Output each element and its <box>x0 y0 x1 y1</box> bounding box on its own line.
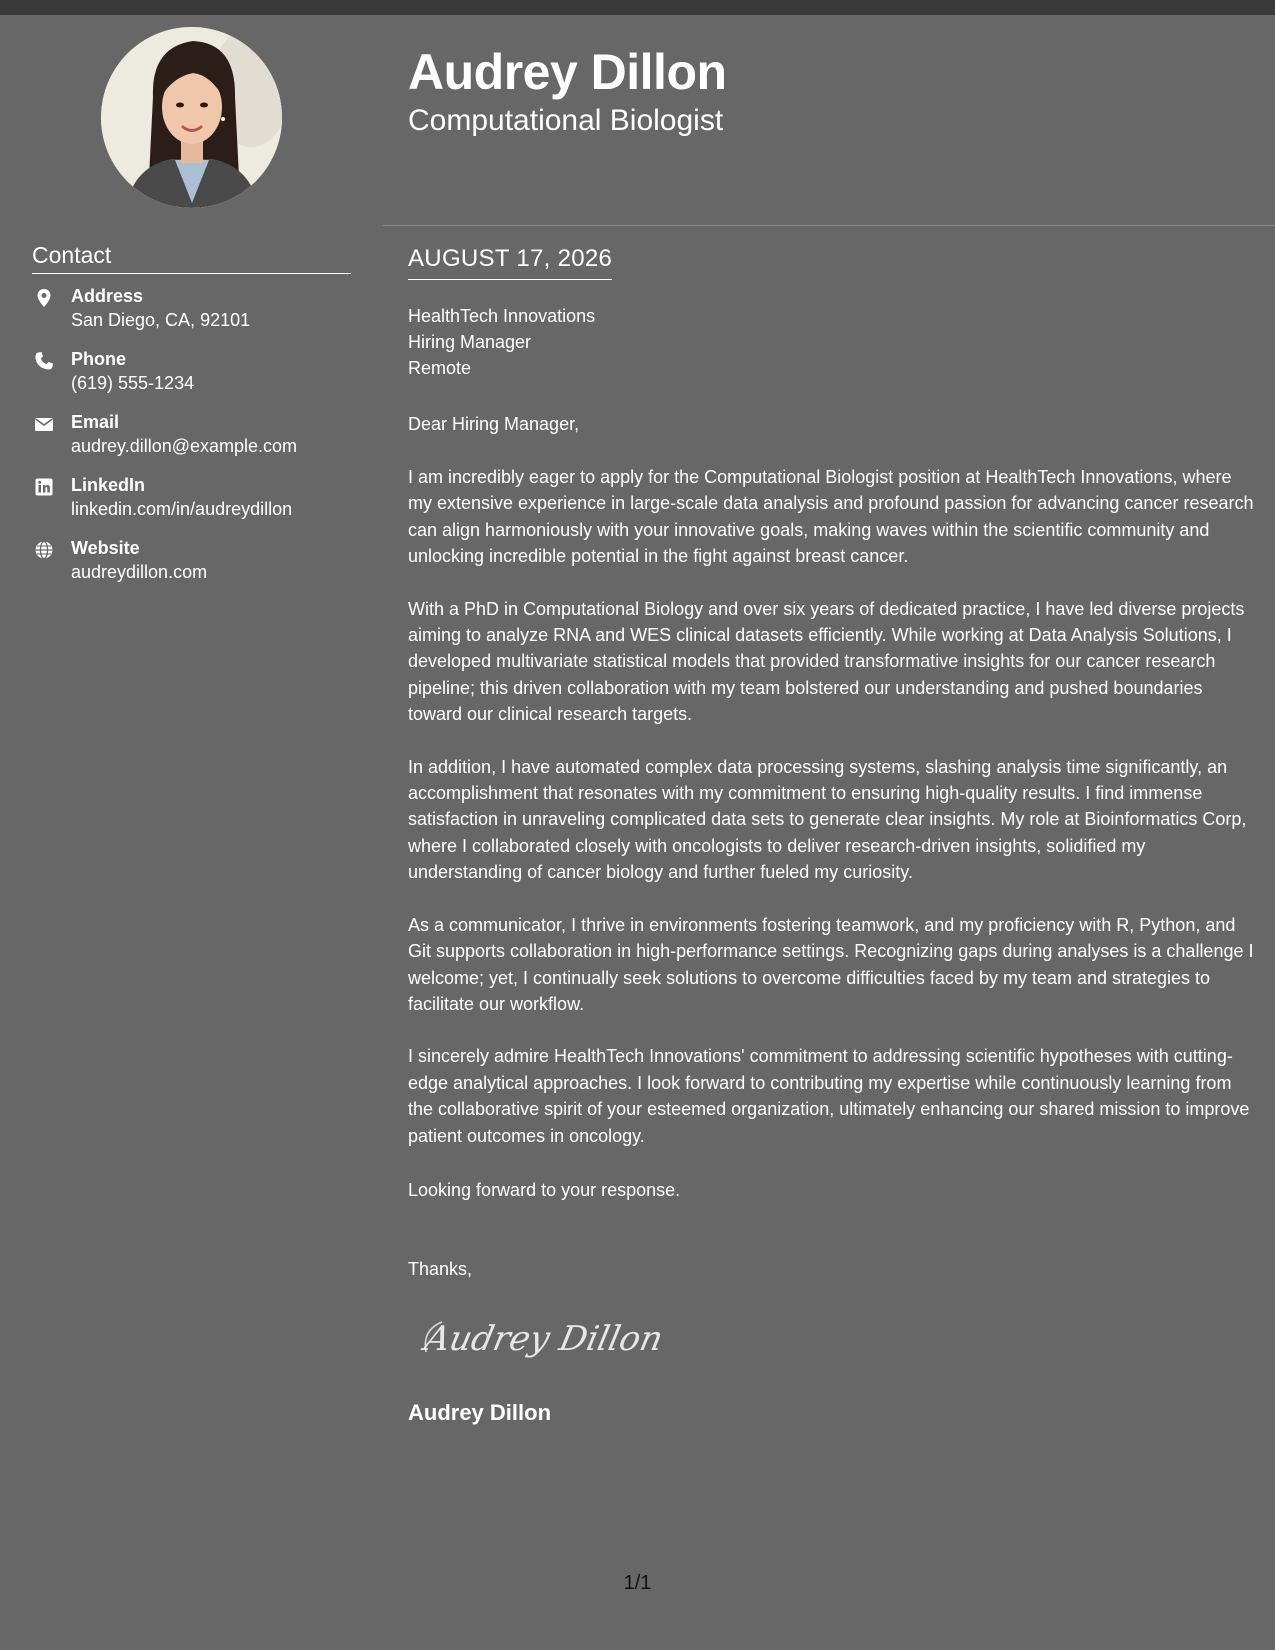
applicant-title: Computational Biologist <box>408 104 724 137</box>
website-label: Website <box>71 538 140 558</box>
phone-label: Phone <box>71 349 127 369</box>
body-paragraph: I am incredibly eager to apply for the Computational Biologist position at HealthTech Innovations, where my extensive experience in large-scale data analysis and profound passion for advancing cancer research can align harmoniously with your innovative goals, making waves within the scientific community and unlocking incredible potential in the fight against breast cancer. <box>408 467 1254 567</box>
contact-item-website <box>32 537 362 600</box>
linkedin-value[interactable]: linkedin.com/in/audreydillon <box>71 499 293 519</box>
svg-text:Audrey Dillon: Audrey Dillon <box>421 1319 667 1359</box>
recipient-company: HealthTech Innovations <box>408 306 596 326</box>
envelope-icon <box>34 414 54 434</box>
contact-list <box>32 285 362 600</box>
salutation: Dear Hiring Manager, <box>408 414 580 434</box>
map-pin-icon <box>34 288 54 308</box>
body-paragraph: In addition, I have automated complex data processing systems, slashing analysis time significantly, an accomplishment that resonates with my commitment to ensuring high-quality results. I find immense satisfaction in unraveling complicated data sets to generate clear insights. My role at Bioinformatics Corp, where I collaborated closely with oncologists to deliver research-driven insights, solidified my understanding of cancer biology and further fueled my curiosity. <box>408 756 1247 883</box>
contact-item-linkedin <box>32 474 362 537</box>
top-bar <box>0 0 1275 15</box>
signer-name: Audrey Dillon <box>408 1400 552 1425</box>
closing-line: Looking forward to your response. <box>408 1180 681 1200</box>
contact-item-address <box>32 285 362 348</box>
globe-icon <box>34 540 54 560</box>
letter-body <box>408 464 1254 1175</box>
website-value[interactable]: audreydillon.com <box>71 562 208 582</box>
contact-item-phone <box>32 348 362 411</box>
contact-heading: Contact <box>32 241 351 274</box>
linkedin-icon <box>34 477 54 497</box>
body-paragraph: As a communicator, I thrive in environments fostering teamwork, and my proficiency with R, Python, and Git supports collaboration in high-performance settings. Recognizing gaps during analyses is a challenge I welcome; yet, I continually seek solutions to overcome difficulties faced by my team and strategies to facilitate our workflow. <box>408 914 1254 1014</box>
email-label: Email <box>71 412 120 432</box>
email-value[interactable]: audrey.dillon@example.com <box>71 436 298 456</box>
recipient-location: Remote <box>408 358 472 378</box>
profile-photo <box>101 27 282 208</box>
recipient-block <box>408 303 595 381</box>
header-divider <box>383 225 1275 226</box>
linkedin-label: LinkedIn <box>71 475 146 495</box>
letter-date: AUGUST 17, 2026 <box>408 244 612 280</box>
applicant-name: Audrey Dillon <box>408 44 727 100</box>
body-paragraph: With a PhD in Computational Biology and over six years of dedicated practice, I have led diverse projects aiming to analyze RNA and WES clinical datasets efficiently. While working at Data Analysis Solutions, I developed multivariate statistical models that provided transformative insights for our cancer research pipeline; this driven collaboration with my team bolstered our understanding and pushed boundaries toward our clinical research targets. <box>408 598 1245 725</box>
address-label: Address <box>71 286 144 306</box>
phone-value[interactable]: (619) 555-1234 <box>71 373 195 393</box>
page-indicator: 1/1 <box>623 1572 652 1594</box>
address-value: San Diego, CA, 92101 <box>71 310 251 330</box>
contact-item-email <box>32 411 362 474</box>
sign-off: Thanks, <box>408 1259 473 1279</box>
recipient-title: Hiring Manager <box>408 332 532 352</box>
body-paragraph: I sincerely admire HealthTech Innovations' commitment to addressing scientific hypotheses with cutting-edge analytical approaches. I look forward to contributing my expertise while continuously learning from the collaborative spirit of your esteemed organization, ultimately enhancing our shared mission to improve patient outcomes in oncology. <box>408 1046 1250 1146</box>
phone-icon <box>34 351 54 371</box>
handwritten-signature <box>420 1308 680 1370</box>
